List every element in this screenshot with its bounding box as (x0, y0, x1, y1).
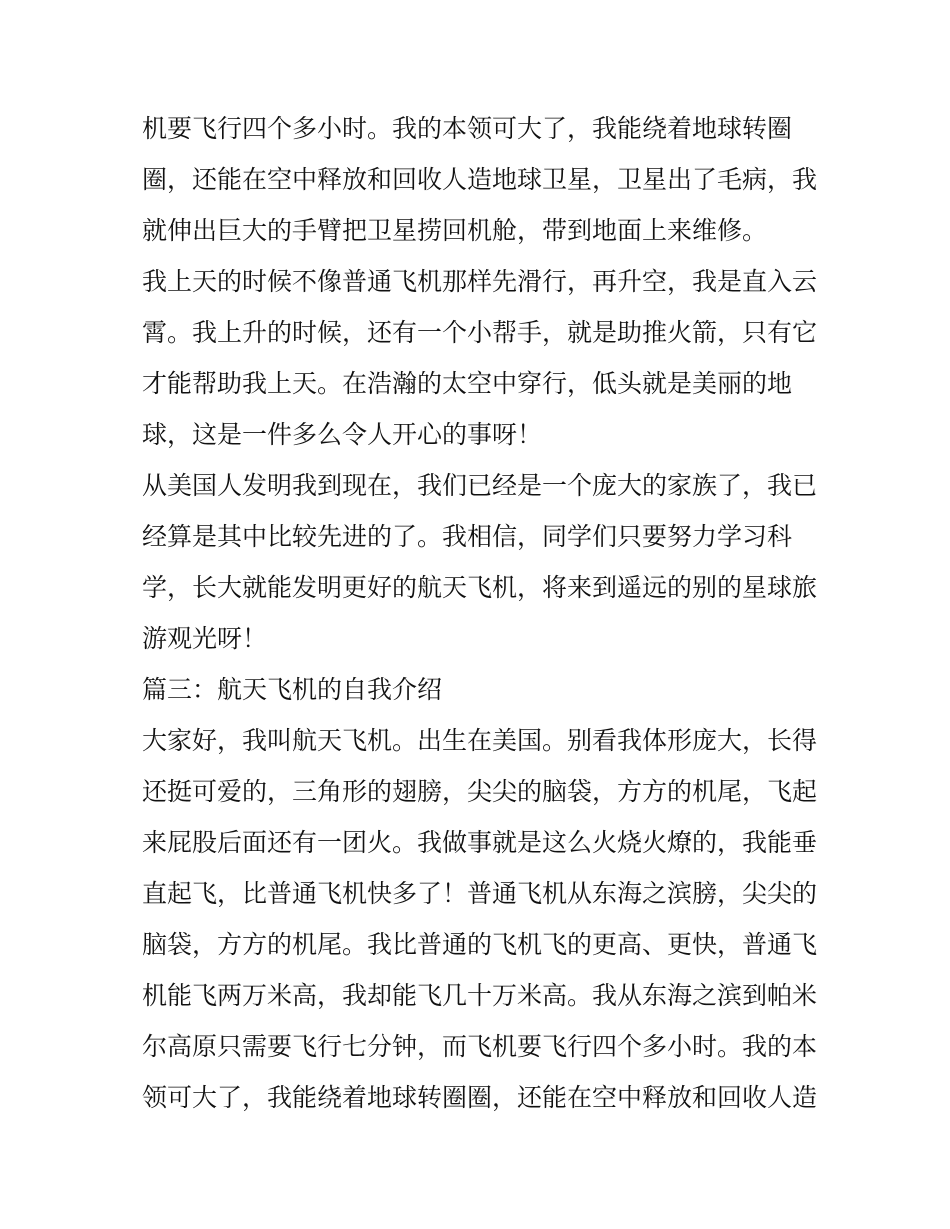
text-line: 球，这是一件多么令人开心的事呀！ (142, 420, 543, 449)
text-line: 经算是其中比较先进的了。我相信，同学们只要努力学习科 (142, 522, 793, 551)
text-line: 脑袋，方方的机尾。我比普通的飞机飞的更高、更快，普通飞 (142, 930, 818, 959)
text-line: 领可大了，我能绕着地球转圈圈，还能在空中释放和回收人造 (142, 1083, 818, 1112)
text-line: 来屁股后面还有一团火。我做事就是这么火烧火燎的，我能垂 (142, 828, 818, 857)
document-body (142, 103, 822, 1123)
text-line: 我上天的时候不像普通飞机那样先滑行，再升空，我是直入云 (142, 267, 818, 296)
text-line: 就伸出巨大的手臂把卫星捞回机舱，带到地面上来维修。 (142, 216, 768, 245)
text-line: 机能飞两万米高，我却能飞几十万米高。我从东海之滨到帕米 (142, 981, 818, 1010)
text-line: 大家好，我叫航天飞机。出生在美国。别看我体形庞大，长得 (142, 726, 818, 755)
text-line: 还挺可爱的，三角形的翅膀，尖尖的脑袋，方方的机尾，飞起 (142, 777, 818, 806)
text-line: 才能帮助我上天。在浩瀚的太空中穿行，低头就是美丽的地 (142, 369, 793, 398)
text-line: 游观光呀！ (142, 624, 268, 653)
text-line: 机要飞行四个多小时。我的本领可大了，我能绕着地球转圈 (142, 114, 793, 143)
text-line: 学，长大就能发明更好的航天飞机，将来到遥远的别的星球旅 (142, 573, 818, 602)
text-line: 从美国人发明我到现在，我们已经是一个庞大的家族了，我已 (142, 471, 818, 500)
text-line: 圈，还能在空中释放和回收人造地球卫星，卫星出了毛病，我 (142, 165, 818, 194)
text-line: 霄。我上升的时候，还有一个小帮手，就是助推火箭，只有它 (142, 318, 818, 347)
text-line: 尔高原只需要飞行七分钟，而飞机要飞行四个多小时。我的本 (142, 1032, 818, 1061)
text-line: 直起飞，比普通飞机快多了！普通飞机从东海之滨膀，尖尖的 (142, 879, 818, 908)
section-heading: 篇三：航天飞机的自我介绍 (142, 675, 443, 704)
